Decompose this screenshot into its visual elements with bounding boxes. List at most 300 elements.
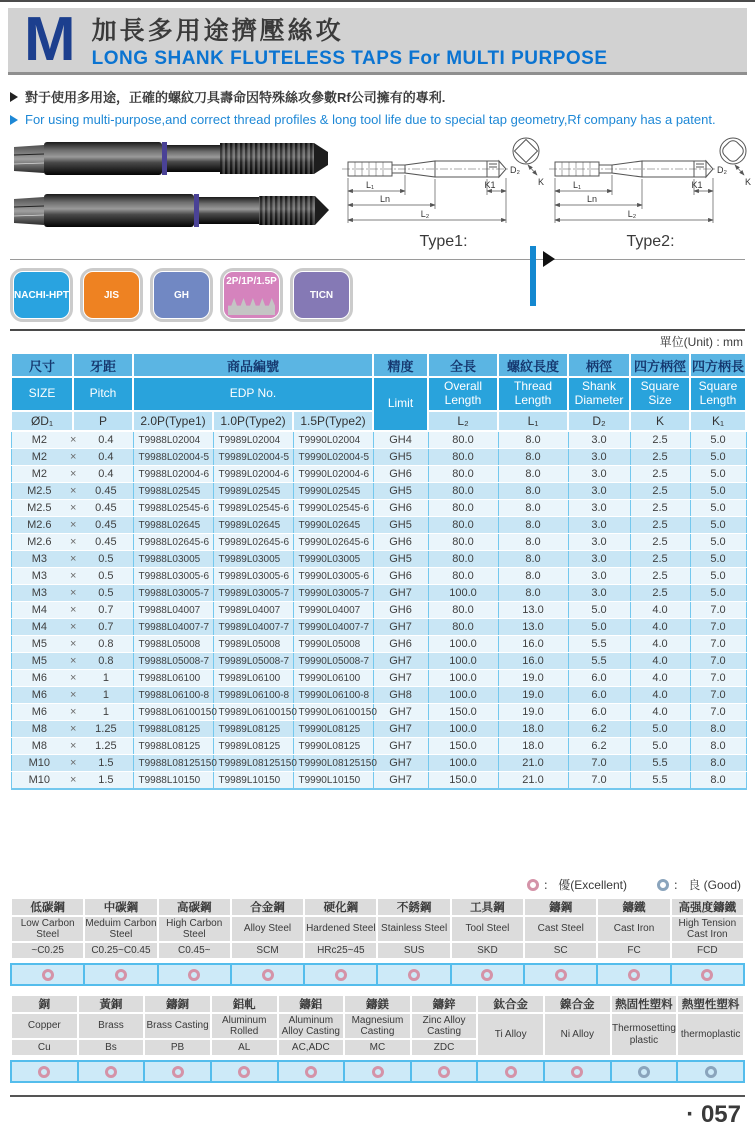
material-code: FC	[598, 943, 669, 958]
cell: 150.0	[428, 704, 498, 721]
material-name-en: Ti Alloy	[478, 1014, 543, 1055]
col-sqsize-cn: 四方柄徑	[630, 353, 690, 377]
cell: T9990L06100150	[293, 704, 373, 721]
cell: 7.0	[690, 670, 746, 687]
tap-photo-bottom	[14, 194, 329, 227]
material-name-cn: 鑄鎂	[345, 996, 410, 1012]
cell: 5.0	[690, 551, 746, 568]
cell: T9989L02545	[213, 483, 293, 500]
page-title-en: LONG SHANK FLUTELESS TAPS For MULTI PURPOSE	[91, 47, 608, 69]
cell: 5.0	[690, 431, 746, 449]
cell: GH7	[373, 585, 428, 602]
cell: T9988L05008-7	[133, 653, 213, 670]
col-thread-sym: L₁	[498, 411, 568, 431]
material-name-cn: 低碳鋼	[12, 899, 83, 915]
badge-label: TICN	[309, 289, 334, 301]
cell: T9990L03005	[293, 551, 373, 568]
cell: 3.0	[568, 483, 630, 500]
cell: 2.5	[630, 585, 690, 602]
material-table-steel	[10, 897, 745, 960]
cell: T9990L05008	[293, 636, 373, 653]
cell: T9990L05008-7	[293, 653, 373, 670]
col-size-en: SIZE	[11, 377, 73, 411]
dim-ln: Ln	[379, 194, 391, 204]
table-row	[11, 636, 746, 653]
cell: T9989L02004	[213, 431, 293, 449]
table-row	[11, 483, 746, 500]
rating-cell	[77, 1062, 144, 1081]
cell: GH7	[373, 772, 428, 790]
tap-drawing-type2	[547, 133, 754, 233]
cell: GH7	[373, 670, 428, 687]
cell: T9989L05008-7	[213, 653, 293, 670]
material-rating-row-steel	[10, 963, 745, 986]
page-number: · 057	[686, 1101, 741, 1128]
cell: 8.0	[498, 517, 568, 534]
excellent-rating-icon	[42, 969, 54, 981]
excellent-rating-icon	[105, 1066, 117, 1078]
dim-k: K	[745, 177, 752, 187]
size-pitch-cell: M5 × 0.8	[11, 636, 133, 653]
size-pitch-cell: M8 × 1.25	[11, 738, 133, 755]
cell: 2.5	[630, 466, 690, 483]
table-row	[11, 517, 746, 534]
cell: T9988L06100-8	[133, 687, 213, 704]
cell: 5.0	[568, 602, 630, 619]
material-name-en: Ni Alloy	[545, 1014, 610, 1055]
feature-badge-row	[10, 268, 755, 322]
col-edp3: 1.5P(Type2)	[293, 411, 373, 431]
cell: 5.5	[568, 636, 630, 653]
cell: 8.0	[498, 431, 568, 449]
rating-cell	[277, 1062, 344, 1081]
material-rating-row-nonferrous	[10, 1060, 745, 1083]
dim-l2: L₂	[627, 209, 637, 219]
material-name-cn: 熱固性塑料	[612, 996, 677, 1012]
size-pitch-cell: M2.5 × 0.45	[11, 500, 133, 517]
cell: T9990L04007	[293, 602, 373, 619]
col-overall-en: Overall Length	[428, 377, 498, 411]
table-row	[11, 602, 746, 619]
cell: 21.0	[498, 772, 568, 790]
material-code: SC	[525, 943, 596, 958]
page-header	[8, 5, 747, 75]
cell: 100.0	[428, 687, 498, 704]
cell: 7.0	[690, 619, 746, 636]
table-row	[11, 687, 746, 704]
header-row-cn	[11, 353, 746, 377]
cell: 8.0	[498, 551, 568, 568]
divider	[10, 259, 745, 260]
cell: T9988L03005	[133, 551, 213, 568]
size-pitch-cell: M5 × 0.8	[11, 653, 133, 670]
excellent-rating-icon	[335, 969, 347, 981]
col-edp-cn: 商品編號	[133, 353, 373, 377]
dim-k1: K1	[484, 180, 496, 190]
cell: GH6	[373, 500, 428, 517]
material-code: AL	[212, 1040, 277, 1055]
cell: T9990L02004-5	[293, 449, 373, 466]
cell: 100.0	[428, 653, 498, 670]
material-name-cn: 鋁軋	[212, 996, 277, 1012]
material-name-cn: 鑄鋼	[525, 899, 596, 915]
cell: GH6	[373, 534, 428, 551]
cell: 3.0	[568, 534, 630, 551]
cell: T9988L08125150	[133, 755, 213, 772]
cell: T9989L10150	[213, 772, 293, 790]
cell: T9990L08125	[293, 721, 373, 738]
excellent-rating-icon	[628, 969, 640, 981]
cell: 80.0	[428, 534, 498, 551]
cell: 5.0	[568, 619, 630, 636]
cell: T9989L06100-8	[213, 687, 293, 704]
table-row	[11, 568, 746, 585]
material-name-en: Zinc Alloy Casting	[412, 1014, 477, 1038]
cell: 19.0	[498, 704, 568, 721]
dim-d2: D₂	[717, 165, 727, 175]
rating-cell	[670, 965, 743, 984]
size-pitch-cell: M2.6 × 0.45	[11, 534, 133, 551]
material-name-en: Aluminum Rolled	[212, 1014, 277, 1038]
cell: 4.0	[630, 602, 690, 619]
rating-cell	[343, 1062, 410, 1081]
cell: 5.0	[690, 466, 746, 483]
rating-cell	[410, 1062, 477, 1081]
rating-cell	[303, 965, 376, 984]
good-rating-icon	[705, 1066, 717, 1078]
material-name-en: Hardened Steel	[305, 917, 376, 941]
cell: 8.0	[498, 585, 568, 602]
cell: T9990L02545-6	[293, 500, 373, 517]
material-name-cn: 不銹鋼	[378, 899, 449, 915]
cell: 5.0	[690, 585, 746, 602]
table-row	[11, 534, 746, 551]
cell: 13.0	[498, 619, 568, 636]
material-code: Cu	[12, 1040, 77, 1055]
header-row-en	[11, 377, 746, 411]
cell: 19.0	[498, 687, 568, 704]
col-thread-cn: 螺紋長度	[498, 353, 568, 377]
col-edp1: 2.0P(Type1)	[133, 411, 213, 431]
table-row	[11, 738, 746, 755]
cell: GH6	[373, 636, 428, 653]
col-shank-sym: D₂	[568, 411, 630, 431]
col-edp2: 1.0P(Type2)	[213, 411, 293, 431]
material-code: MC	[345, 1040, 410, 1055]
cell: T9989L02645-6	[213, 534, 293, 551]
cell: 19.0	[498, 670, 568, 687]
table-row	[11, 772, 746, 790]
intro-bullets	[10, 87, 745, 127]
good-rating-icon	[638, 1066, 650, 1078]
cell: 3.0	[568, 568, 630, 585]
size-pitch-cell: M3 × 0.5	[11, 551, 133, 568]
cell: GH5	[373, 449, 428, 466]
col-size-cn: 尺寸	[11, 353, 73, 377]
cell: 3.0	[568, 449, 630, 466]
size-pitch-cell: M8 × 1.25	[11, 721, 133, 738]
cell: GH7	[373, 721, 428, 738]
cell: 5.5	[630, 772, 690, 790]
material-name-cn: 鑄鋁	[279, 996, 344, 1012]
size-pitch-cell: M6 × 1	[11, 704, 133, 721]
cell: GH6	[373, 568, 428, 585]
excellent-rating-icon	[238, 1066, 250, 1078]
cell: T9988L06100150	[133, 704, 213, 721]
cell: GH7	[373, 755, 428, 772]
cell: 21.0	[498, 755, 568, 772]
dim-l2: L₂	[420, 209, 430, 219]
col-overall-cn: 全長	[428, 353, 498, 377]
table-row	[11, 653, 746, 670]
cell: GH5	[373, 517, 428, 534]
cell: GH4	[373, 431, 428, 449]
cell: 100.0	[428, 585, 498, 602]
material-name-en: Tool Steel	[452, 917, 523, 941]
product-visuals	[10, 133, 752, 257]
cell: 6.0	[568, 687, 630, 704]
cell: T9990L02645-6	[293, 534, 373, 551]
material-name-en: High Tension Cast Iron	[672, 917, 743, 941]
cell: T9989L03005-7	[213, 585, 293, 602]
material-code: AC,ADC	[279, 1040, 344, 1055]
rating-cell	[12, 1062, 77, 1081]
material-code: C0.25~C0.45	[85, 943, 156, 958]
cell: T9989L02004-5	[213, 449, 293, 466]
material-name-cn: 高碳鋼	[159, 899, 230, 915]
cell: 5.0	[690, 568, 746, 585]
legend-good-text: ： 良 (Good)	[672, 878, 741, 892]
cell: 13.0	[498, 602, 568, 619]
material-name-en: Magnesium Casting	[345, 1014, 410, 1038]
legend-good	[657, 876, 741, 893]
cell: 100.0	[428, 755, 498, 772]
spec-table	[10, 352, 747, 790]
divider	[10, 329, 745, 331]
cell: 5.0	[690, 500, 746, 517]
excellent-rating-icon	[527, 879, 539, 891]
bullet-cn	[10, 87, 745, 106]
material-code: C0.45~	[159, 943, 230, 958]
cell: 16.0	[498, 636, 568, 653]
material-name-cn: 鈦合金	[478, 996, 543, 1012]
cell: 16.0	[498, 653, 568, 670]
dim-l1: L₁	[365, 180, 375, 190]
material-name-cn: 鑄銅	[145, 996, 210, 1012]
material-code: Bs	[79, 1040, 144, 1055]
material-name-cn: 合金鋼	[232, 899, 303, 915]
cell: 100.0	[428, 721, 498, 738]
table-row	[11, 721, 746, 738]
cell: 4.0	[630, 653, 690, 670]
good-rating-icon	[657, 879, 669, 891]
cell: 7.0	[690, 653, 746, 670]
badge-gh	[150, 268, 213, 322]
table-row	[11, 755, 746, 772]
excellent-rating-icon	[571, 1066, 583, 1078]
cell: T9989L06100150	[213, 704, 293, 721]
cell: 6.0	[568, 670, 630, 687]
material-code: ZDC	[412, 1040, 477, 1055]
cell: 8.0	[498, 483, 568, 500]
cell: 80.0	[428, 517, 498, 534]
excellent-rating-icon	[372, 1066, 384, 1078]
badge-label: NACHI-HPT	[14, 289, 69, 301]
size-pitch-cell: M6 × 1	[11, 687, 133, 704]
cell: 4.0	[630, 687, 690, 704]
cell: T9989L03005	[213, 551, 293, 568]
excellent-rating-icon	[555, 969, 567, 981]
rating-cell	[210, 1062, 277, 1081]
material-name-cn: 鑄鋅	[412, 996, 477, 1012]
cell: T9988L02645	[133, 517, 213, 534]
bullet-en-text: For using multi-purpose,and correct thread profiles & long tool life due to special tap geometry,Rf company has a patent.	[25, 112, 716, 127]
cell: T9990L02004-6	[293, 466, 373, 483]
cell: T9988L02004-6	[133, 466, 213, 483]
size-pitch-cell: M6 × 1	[11, 670, 133, 687]
cell: 150.0	[428, 772, 498, 790]
dim-d2: D₂	[510, 165, 520, 175]
cell: 3.0	[568, 551, 630, 568]
cell: GH5	[373, 551, 428, 568]
divider	[0, 0, 755, 2]
cell: T9988L03005-7	[133, 585, 213, 602]
material-code: FCD	[672, 943, 743, 958]
tap-photo	[10, 133, 340, 245]
badge-label: GH	[174, 289, 189, 301]
rating-cell	[543, 1062, 610, 1081]
rating-cell	[676, 1062, 743, 1081]
material-name-cn: 高强度鑄鐵	[672, 899, 743, 915]
badge-2p-1p-1-5p	[220, 268, 283, 322]
cell: 5.0	[690, 534, 746, 551]
table-row	[11, 619, 746, 636]
size-pitch-cell: M3 × 0.5	[11, 585, 133, 602]
size-pitch-cell: M2 × 0.4	[11, 466, 133, 483]
cell: T9988L02004	[133, 431, 213, 449]
cell: T9988L08125	[133, 721, 213, 738]
size-pitch-cell: M4 × 0.7	[11, 619, 133, 636]
cell: T9990L02645	[293, 517, 373, 534]
cell: 4.0	[630, 704, 690, 721]
page-title-cn: 加長多用途擠壓絲攻	[91, 16, 344, 45]
badge-label: JIS	[103, 289, 119, 301]
excellent-rating-icon	[481, 969, 493, 981]
cell: 6.0	[568, 704, 630, 721]
cell: 80.0	[428, 551, 498, 568]
cell: T9989L05008	[213, 636, 293, 653]
dim-ln: Ln	[586, 194, 598, 204]
col-shank-cn: 柄徑	[568, 353, 630, 377]
cell: 8.0	[498, 568, 568, 585]
cell: T9990L03005-6	[293, 568, 373, 585]
col-sqsize-en: Square Size	[630, 377, 690, 411]
cell: 80.0	[428, 568, 498, 585]
material-name-cn: 熱塑性塑料	[678, 996, 743, 1012]
excellent-rating-icon	[438, 1066, 450, 1078]
cell: 7.0	[690, 636, 746, 653]
col-edp-en: EDP No.	[133, 377, 373, 411]
table-row	[11, 466, 746, 483]
cell: T9990L04007-7	[293, 619, 373, 636]
cell: 80.0	[428, 500, 498, 517]
cell: 100.0	[428, 636, 498, 653]
cell: 7.0	[568, 772, 630, 790]
col-sqsize-sym: K	[630, 411, 690, 431]
rating-cell	[230, 965, 303, 984]
cell: 8.0	[498, 500, 568, 517]
legend-excellent	[527, 876, 627, 893]
cell: 8.0	[690, 721, 746, 738]
col-shank-en: Shank Diameter	[568, 377, 630, 411]
cell: GH6	[373, 602, 428, 619]
cell: T9988L05008	[133, 636, 213, 653]
cell: 80.0	[428, 449, 498, 466]
rating-cell	[12, 965, 83, 984]
cell: T9990L06100-8	[293, 687, 373, 704]
cell: T9988L02645-6	[133, 534, 213, 551]
table-row	[11, 704, 746, 721]
material-name-cn: 鎳合金	[545, 996, 610, 1012]
col-pitch-sym: P	[73, 411, 133, 431]
cell: 18.0	[498, 738, 568, 755]
type2-label: Type2:	[626, 233, 675, 250]
rating-cell	[376, 965, 449, 984]
bullet-en	[10, 112, 745, 127]
material-name-en: Brass	[79, 1014, 144, 1038]
cell: 4.0	[630, 619, 690, 636]
cell: 5.5	[630, 755, 690, 772]
rating-cell	[83, 965, 156, 984]
cell: 80.0	[428, 466, 498, 483]
cell: 2.5	[630, 449, 690, 466]
cell: 80.0	[428, 483, 498, 500]
cell: 8.0	[498, 466, 568, 483]
cell: 100.0	[428, 670, 498, 687]
cell: T9989L04007-7	[213, 619, 293, 636]
cell: T9989L02645	[213, 517, 293, 534]
material-code: SCM	[232, 943, 303, 958]
cell: 80.0	[428, 602, 498, 619]
rating-cell	[476, 1062, 543, 1081]
cell: GH5	[373, 483, 428, 500]
material-name-cn: 中碳鋼	[85, 899, 156, 915]
size-pitch-cell: M4 × 0.7	[11, 602, 133, 619]
table-row	[11, 551, 746, 568]
excellent-rating-icon	[38, 1066, 50, 1078]
size-pitch-cell: M2 × 0.4	[11, 449, 133, 466]
rating-cell	[143, 1062, 210, 1081]
cell: 2.5	[630, 517, 690, 534]
excellent-rating-icon	[408, 969, 420, 981]
badge-nachi-hpt	[10, 268, 73, 322]
cell: 5.0	[690, 483, 746, 500]
cell: T9988L04007	[133, 602, 213, 619]
excellent-rating-icon	[305, 1066, 317, 1078]
cell: T9990L03005-7	[293, 585, 373, 602]
cell: 3.0	[568, 500, 630, 517]
material-name-en: thermoplastic	[678, 1014, 743, 1055]
material-name-en: Aluminum Alloy Casting	[279, 1014, 344, 1038]
material-name-en: Brass Casting	[145, 1014, 210, 1038]
rating-legend	[0, 876, 741, 893]
cell: 6.2	[568, 738, 630, 755]
cell: 8.0	[690, 772, 746, 790]
table-row	[11, 449, 746, 466]
drawing-type1	[340, 133, 547, 251]
section-index-bar	[530, 246, 536, 306]
size-pitch-cell: M10 × 1.5	[11, 772, 133, 790]
